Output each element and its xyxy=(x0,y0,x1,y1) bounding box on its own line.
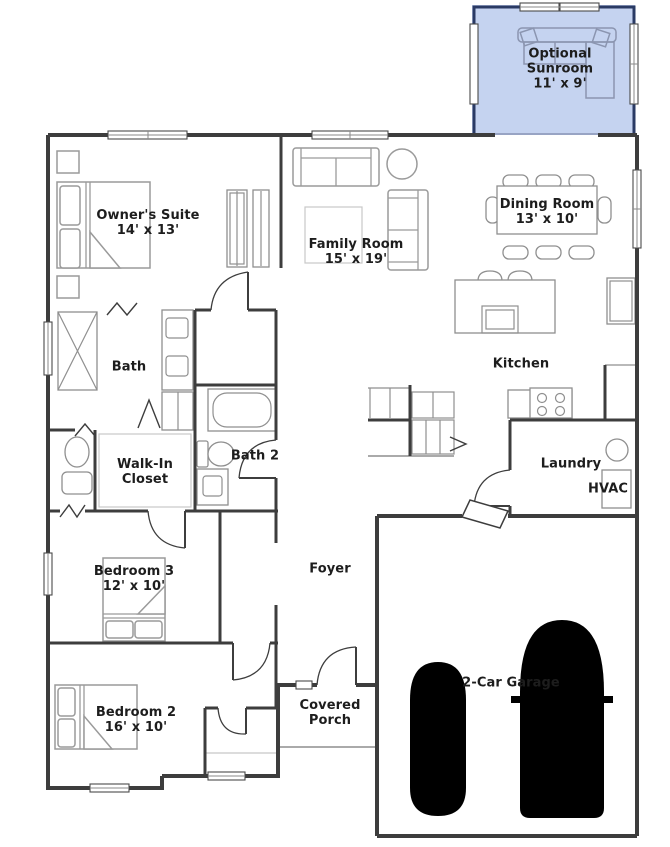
garage-vehicles xyxy=(403,620,613,818)
garage-entry-door xyxy=(462,500,508,528)
room-dims: 13' x 10' xyxy=(515,212,579,227)
laundry-fixtures xyxy=(602,439,631,508)
owners-suite-door xyxy=(211,272,248,310)
direction-arrow-icon xyxy=(450,437,466,451)
room-name: Walk-In Closet xyxy=(117,457,173,487)
owners-suite-furniture xyxy=(57,151,150,298)
room-name: HVAC xyxy=(587,481,629,497)
room-name: 2-Car Garage xyxy=(462,675,560,691)
closet-sliding-doors xyxy=(227,190,269,267)
room-name: Bath xyxy=(111,359,147,375)
room-name: Laundry xyxy=(540,456,602,472)
front-door xyxy=(317,647,356,685)
room-dims: 12' x 10' xyxy=(102,579,166,594)
room-dims: 14' x 13' xyxy=(116,223,180,238)
stairs xyxy=(368,385,466,456)
bedroom-3-bed xyxy=(103,558,165,641)
room-dims: 15' x 19' xyxy=(324,252,388,267)
bedroom-2-bed xyxy=(55,685,276,753)
room-name: Bedroom 3 xyxy=(93,564,175,580)
room-name: Bath 2 xyxy=(230,448,280,464)
bath-fixtures xyxy=(58,310,193,494)
sunroom-area xyxy=(470,3,638,135)
room-name: Kitchen xyxy=(492,356,550,372)
bath-2-door xyxy=(239,440,276,478)
room-name: Covered Porch xyxy=(299,698,361,728)
dining-set xyxy=(486,175,611,259)
room-dims: 11' x 9' xyxy=(533,76,587,92)
closet-door xyxy=(218,708,246,734)
room-name: Owner's Suite xyxy=(96,208,200,224)
kitchen-fixtures xyxy=(455,271,637,418)
hvac-unit xyxy=(602,470,631,508)
car xyxy=(403,662,473,816)
laundry-door xyxy=(474,470,510,506)
room-name: Optional Sunroom xyxy=(526,46,594,77)
bedroom-2-door xyxy=(233,643,270,680)
suv xyxy=(511,620,613,818)
room-name: Foyer xyxy=(309,561,351,577)
family-room-furniture xyxy=(293,148,428,270)
room-name: Bedroom 2 xyxy=(95,705,177,721)
room-name: Family Room xyxy=(308,237,404,253)
walk-in-closet-shelves xyxy=(99,434,191,507)
room-dims: 16' x 10' xyxy=(104,720,168,735)
bedroom-3-door xyxy=(148,511,185,548)
room-name: Dining Room xyxy=(499,197,595,213)
washer xyxy=(606,439,628,461)
bath-2-fixtures xyxy=(197,389,276,505)
